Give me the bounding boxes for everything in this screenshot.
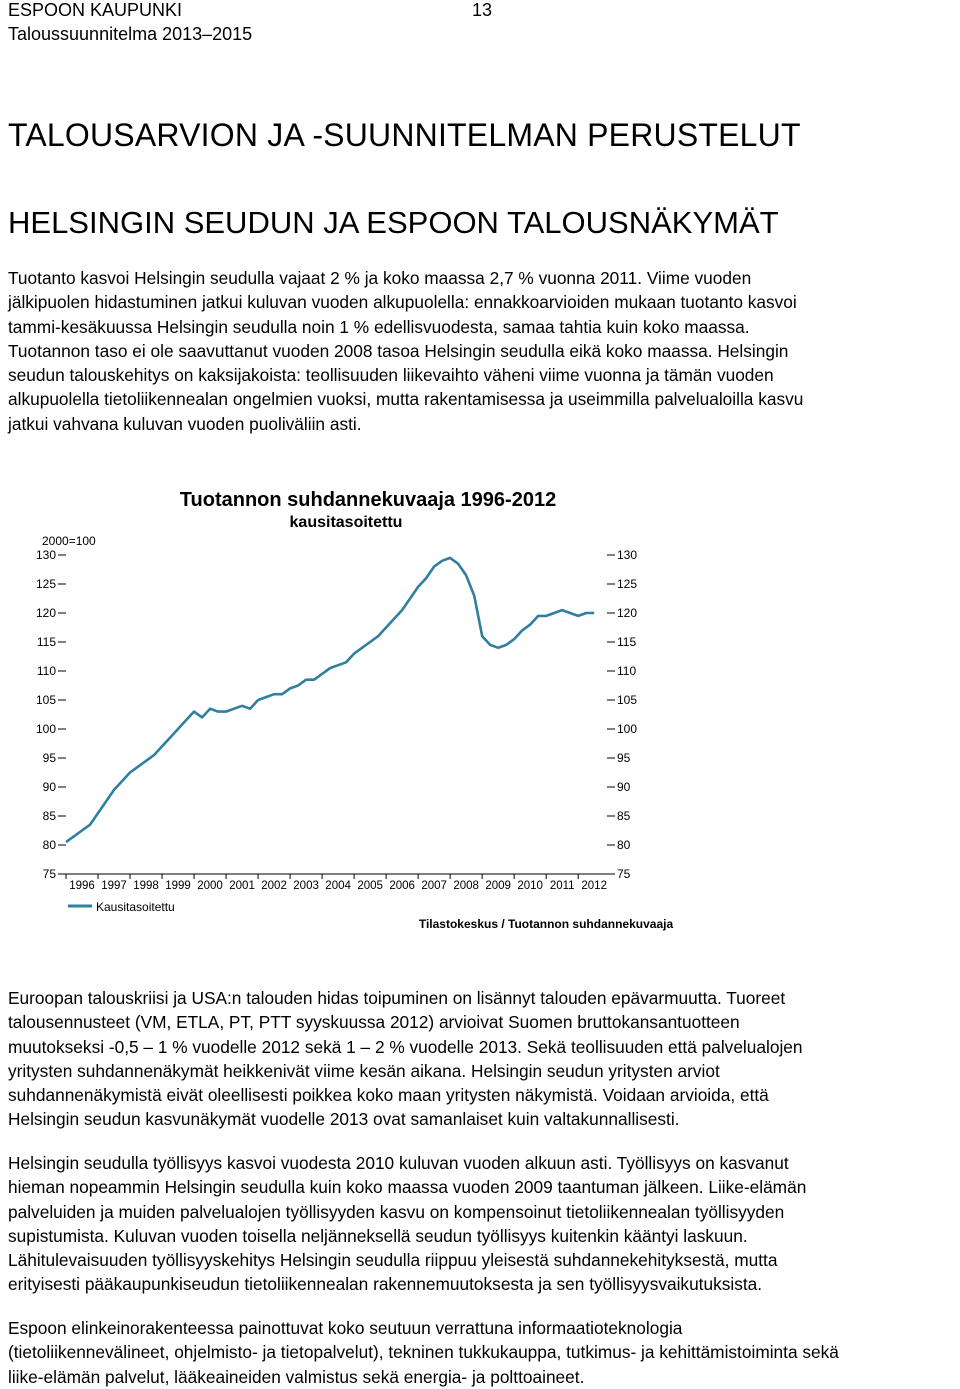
x-tick-label: 1996 bbox=[69, 880, 95, 892]
x-tick-label: 2002 bbox=[261, 880, 287, 892]
section-title: HELSINGIN SEUDUN JA ESPOON TALOUSNÄKYMÄT bbox=[8, 205, 779, 240]
text-line: talousennusteet (VM, ETLA, PT, PTT syyskuussa 2012) arvioivat Suomen bruttokansantuotteen bbox=[8, 1012, 740, 1033]
x-tick-label: 1999 bbox=[165, 880, 191, 892]
text-line: Tuotannon taso ei ole saavuttanut vuoden 2008 tasoa Helsingin seudulla eikä koko maassa. Helsingin bbox=[8, 340, 789, 361]
y-tick-label: 110 bbox=[617, 664, 637, 678]
header-org: ESPOON KAUPUNKI bbox=[8, 0, 183, 20]
text-line: erityisesti pääkaupunkiseudun tietoliikennealan rakennemuutoksesta ja sen työllisyysvaikutuksista. bbox=[8, 1274, 763, 1295]
x-tick-label: 2005 bbox=[357, 880, 383, 892]
text-line: Helsingin seudun kasvunäkymät vuodelle 2013 ovat samanlaiset kuin valtakunnallisesti. bbox=[8, 1109, 680, 1130]
y-ticks-right bbox=[607, 548, 637, 881]
y-tick-label: 105 bbox=[617, 693, 638, 707]
x-tick-label: 2009 bbox=[485, 880, 511, 892]
y-tick-label: 115 bbox=[617, 635, 637, 649]
text-line: Tuotanto kasvoi Helsingin seudulla vajaat 2 % ja koko maassa 2,7 % vuonna 2011. Viime vuoden bbox=[8, 268, 752, 288]
x-tick-label: 2000 bbox=[197, 880, 223, 892]
y-tick-label: 75 bbox=[617, 867, 631, 881]
x-tick-label: 2012 bbox=[581, 880, 607, 892]
text-line: suhdannenäkymistä eivät oleellisesti poikkea koko maan yritysten näkymistä. Voidaan arvioida, että bbox=[8, 1085, 769, 1106]
text-line: jälkipuolen hidastuminen jatkui kuluvan vuoden alkupuolella: ennakkoarvioiden mukaan tuotanto kasvoi bbox=[8, 292, 797, 313]
text-line: liike-elämän palvelut, lääkeaineiden valmistus sekä energia- ja polttoaineet. bbox=[8, 1366, 585, 1387]
y-tick-label: 105 bbox=[35, 693, 56, 707]
y-tick-label: 120 bbox=[617, 606, 638, 620]
paragraph-3 bbox=[8, 1151, 956, 1297]
x-tick-label: 2011 bbox=[549, 880, 575, 892]
text-line: yritysten suhdannenäkymät heikkenivät viime kesän aikana. Helsingin seudun yritysten arviot bbox=[8, 1060, 720, 1081]
y-tick-label: 120 bbox=[35, 606, 56, 620]
y-tick-label: 100 bbox=[35, 722, 56, 736]
header-page-number: 13 bbox=[472, 0, 493, 20]
x-tick-label: 1998 bbox=[133, 880, 159, 892]
paragraph-4 bbox=[8, 1316, 956, 1389]
x-tick-label: 2006 bbox=[389, 880, 415, 892]
text-line: palveluiden ja muiden palvelualojen työllisyyden kasvu on kompensoinut tietoliikennealan työllisyyden bbox=[8, 1201, 785, 1222]
production-chart bbox=[0, 470, 960, 940]
chart-subtitle: kausitasoitettu bbox=[289, 514, 403, 531]
text-line: tammi-kesäkuussa Helsingin seudulla noin 1 % edellisvuodesta, samaa tahtia kuin koko maassa. bbox=[8, 316, 750, 337]
x-tick-label: 2004 bbox=[325, 880, 351, 892]
y-ticks-left bbox=[36, 548, 66, 881]
y-tick-label: 115 bbox=[36, 635, 56, 649]
y-tick-label: 130 bbox=[35, 548, 56, 562]
text-line: alkupuolella tietoliikennealan ongelmien vuoksi, mutta rakentamisessa ja useimmilla palvelualoilla kasvu bbox=[8, 389, 804, 410]
text-line: jatkui vahvana kuluvan vuoden puoliväliin asti. bbox=[8, 413, 362, 434]
y-tick-label: 125 bbox=[617, 577, 638, 591]
y-tick-label: 95 bbox=[42, 751, 56, 765]
y-tick-label: 130 bbox=[617, 548, 638, 562]
text-line: Euroopan talouskriisi ja USA:n talouden hidas toipuminen on lisännyt talouden epävarmuutta. Tuoreet bbox=[8, 988, 786, 1008]
text-line: seudun talouskehitys on kaksijakoista: teollisuuden liikevaihto väheni viime vuonna ja tämän vuoden bbox=[8, 365, 774, 386]
text-line: Helsingin seudulla työllisyys kasvoi vuodesta 2010 kuluvan vuoden alkuun asti. Työllisyys on kasvanut bbox=[8, 1153, 789, 1173]
paragraph-2 bbox=[8, 986, 956, 1132]
x-tick-label: 2010 bbox=[517, 880, 543, 892]
y-tick-label: 95 bbox=[617, 751, 631, 765]
header-doc-title: Taloussuunnitelma 2013–2015 bbox=[8, 24, 253, 44]
chart-source: Tilastokeskus / Tuotannon suhdannekuvaaja bbox=[418, 917, 674, 931]
x-tick-label: 1997 bbox=[101, 880, 127, 892]
legend-label: Kausitasoitettu bbox=[96, 900, 175, 914]
y-tick-label: 85 bbox=[42, 809, 56, 823]
paragraph-1 bbox=[8, 266, 956, 436]
y-tick-label: 90 bbox=[42, 780, 56, 794]
x-tick-label: 2001 bbox=[229, 880, 255, 892]
main-title: TALOUSARVION JA -SUUNNITELMAN PERUSTELUT bbox=[8, 117, 801, 153]
y-tick-label: 100 bbox=[617, 722, 638, 736]
text-line: (tietoliikennevälineet, ohjelmisto- ja tietopalvelut), tekninen tukkukauppa, tutkimus- ja kehittämistoiminta sekä bbox=[8, 1342, 839, 1363]
y-tick-label: 85 bbox=[617, 809, 631, 823]
text-line: Lähitulevaisuuden työllisyyskehitys Helsingin seudulla riippuu yleisestä suhdannekehityksestä, mutta bbox=[8, 1250, 778, 1271]
y-tick-label: 90 bbox=[617, 780, 631, 794]
y-tick-label: 125 bbox=[35, 577, 56, 591]
y-tick-label: 110 bbox=[36, 664, 56, 678]
text-line: hieman nopeammin Helsingin seudulla kuin koko maassa vuoden 2009 taantuman jälkeen. Liike-elämän bbox=[8, 1177, 807, 1198]
series-line-kausitasoitettu bbox=[66, 558, 594, 842]
y-axis-unit-label: 2000=100 bbox=[42, 534, 96, 548]
x-tick-label: 2007 bbox=[421, 880, 447, 892]
chart-title: Tuotannon suhdannekuvaaja 1996-2012 bbox=[179, 489, 557, 511]
x-tick-label: 2008 bbox=[453, 880, 479, 892]
text-line: Espoon elinkeinorakenteessa painottuvat koko seutuun verrattuna informaatioteknologia bbox=[8, 1318, 683, 1338]
y-tick-label: 80 bbox=[42, 838, 56, 852]
x-ticks bbox=[66, 874, 607, 892]
text-line: muutokseksi -0,5 – 1 % vuodelle 2012 sekä 1 – 2 % vuodelle 2013. Sekä teollisuuden että palvelualojen bbox=[8, 1036, 803, 1057]
text-line: supistumista. Kuluvan vuoden toisella neljänneksellä seudun työllisyys kuitenkin kääntyi laskuun. bbox=[8, 1225, 748, 1246]
y-tick-label: 80 bbox=[617, 838, 631, 852]
x-tick-label: 2003 bbox=[293, 880, 319, 892]
chart-svg bbox=[0, 470, 960, 940]
y-tick-label: 75 bbox=[42, 867, 56, 881]
